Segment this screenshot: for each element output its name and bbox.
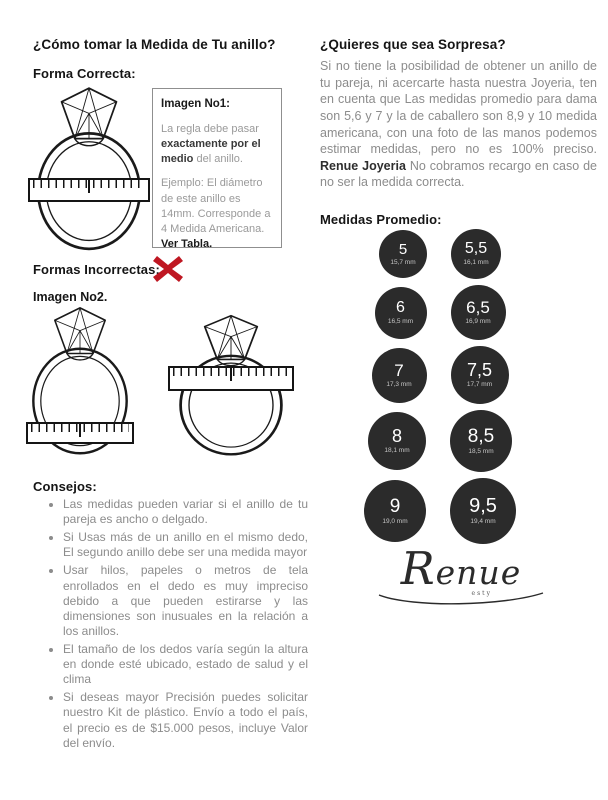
ring-sketch-icon (28, 84, 150, 252)
tip-item: • Si deseas mayor Precisión puedes solicitar nuestro Kit de plástico. Envío a todo el país, el precio es de $15.000 pesos, incluye Valor del envío. (63, 690, 308, 750)
size-row (332, 346, 548, 404)
brand-logo-text: Renue (400, 542, 522, 595)
brand-name-inline: Renue Joyeria (320, 158, 406, 173)
size-badge-5: 5 15,7 mm (379, 230, 427, 278)
size-row (332, 285, 548, 340)
correct-measure-figure (28, 84, 150, 252)
tip-item: • Si Usas más de un anillo en el mismo dedo, El segundo anillo debe ser una medida mayor (63, 530, 308, 560)
brand-logo-subtext: esty (471, 590, 492, 597)
size-badge-6-5: 6,5 16,9 mm (451, 285, 506, 340)
image1-box-title: Imagen No1: (161, 98, 231, 110)
image1-box-example-text: Ejemplo: El diámetro de este anillo es 14mm. Corresponde a 4 Medida Americana. Ver Tabla. (161, 177, 271, 251)
ring-sizes-grid (332, 229, 548, 544)
correct-way-heading: Forma Correcta: (33, 66, 136, 81)
incorrect-figure-bottom (24, 306, 136, 458)
size-row (332, 478, 548, 544)
size-badge-8: 8 18,1 mm (368, 412, 426, 470)
average-sizes-heading: Medidas Promedio: (320, 212, 442, 227)
logo-swash-icon (373, 592, 549, 608)
image2-label: Imagen No2. (33, 290, 108, 304)
incorrect-figure-top (168, 312, 294, 458)
ruler-bottom (26, 422, 134, 444)
brand-logo (373, 542, 549, 616)
ruler-middle (28, 178, 150, 202)
red-x-icon (152, 254, 184, 284)
size-badge-7: 7 17,3 mm (372, 348, 427, 403)
surprise-heading: ¿Quieres que sea Sorpresa? (320, 37, 506, 52)
size-row (332, 410, 548, 472)
size-badge-9: 9 19,0 mm (364, 480, 426, 542)
tips-list (36, 497, 308, 754)
tip-item: • El tamaño de los dedos varía según la altura en donde esté ubicado, estado de salud y el clima (63, 642, 308, 687)
surprise-paragraph: Si no tiene la posibilidad de obtener un anillo de tu pareja, ni acercarte hasta nuestra Joyeria, ten en cuenta que Las medidas promedio para dama son 5,6 y 7 y la de caballero son 8,9 y 10 medida americana, con una foto de las manos podemos estimar medidas, pero no es 100% preciso. Renue Joyeria No cobramos recargo en caso de no ser la medida correcta. (320, 59, 597, 190)
tips-heading: Consejos: (33, 479, 97, 494)
incorrect-ways-heading: Formas Incorrectas: (33, 262, 160, 277)
size-badge-8-5: 8,5 18,5 mm (450, 410, 512, 472)
tip-item: • Las medidas pueden variar si el anillo de tu pareja es ancho o delgado. (63, 497, 308, 527)
ruler-top (168, 366, 294, 391)
image1-note-box (152, 88, 282, 251)
size-badge-5-5: 5,5 16,1 mm (451, 229, 501, 279)
image1-box-rule-text: La regla debe pasar exactamente por el medio del anillo. (161, 122, 261, 166)
page-title: ¿Cómo tomar la Medida de Tu anillo? (33, 37, 276, 52)
tip-item: • Usar hilos, papeles o metros de tela enrollados en el dedo es muy impreciso debido a que pueden estirarse y las dimensiones son inusuales en la relación a los anillos. (63, 563, 308, 639)
size-badge-7-5: 7,5 17,7 mm (451, 346, 509, 404)
size-row (332, 229, 548, 279)
size-badge-9-5: 9,5 19,4 mm (450, 478, 516, 544)
size-badge-6: 6 16,5 mm (375, 287, 427, 339)
